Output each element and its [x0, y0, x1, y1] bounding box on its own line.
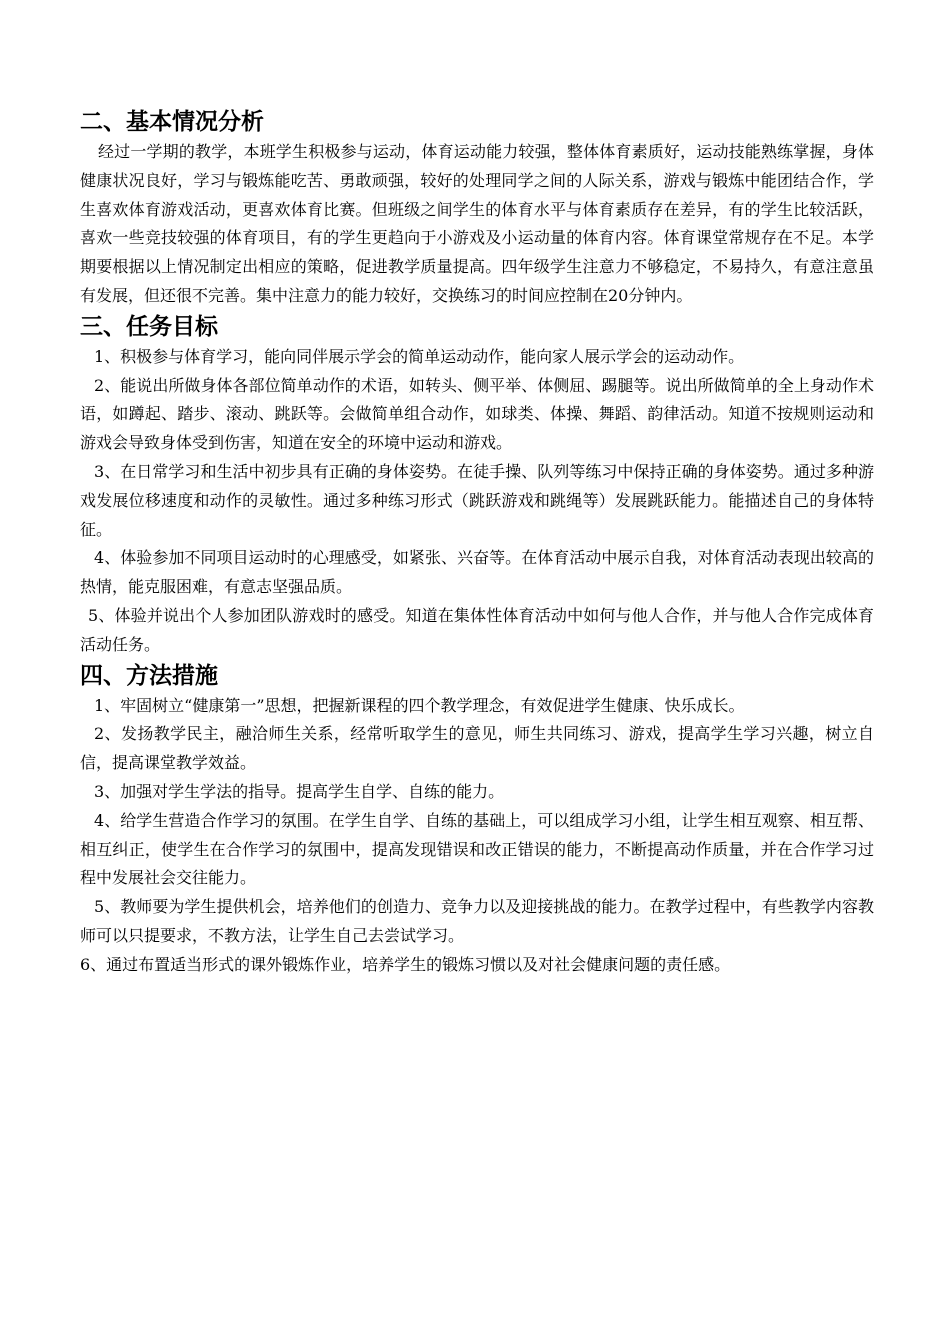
- section-title-methods: 四、方法措施: [80, 662, 218, 689]
- method-item-3: 3、加强对学生学法的指导。提高学生自学、自练的能力。: [94, 781, 505, 801]
- section-title-goals: 三、任务目标: [80, 313, 218, 340]
- goal-item-4: 4、体验参加不同项目运动时的心理感受，如紧张、兴奋等。在体育活动中展示自我，对体育活动表现出较高的热情，能克服困难，有意志坚强品质。: [80, 548, 874, 597]
- method-item-6: 6、通过布置适当形式的课外锻炼作业，培养学生的锻炼习惯以及对社会健康问题的责任感。: [80, 954, 731, 974]
- section-title-analysis: 二、基本情况分析: [80, 109, 264, 135]
- method-item-5: 5、教师要为学生提供机会，培养他们的创造力、竞争力以及迎接挑战的能力。在教学过程中，有些教学内容教师可以只提要求，不教方法，让学生自己去尝试学习。: [80, 897, 874, 945]
- document-page: [80, 106, 874, 980]
- method-item-2: 2、发扬教学民主，融洽师生关系，经常听取学生的意见，师生共同练习、游戏，提高学生学习兴趣，树立自信，提高课堂教学效益。: [80, 724, 874, 773]
- method-item-1: 1、牢固树立“健康第一”思想，把握新课程的四个教学理念，有效促进学生健康、快乐成长。: [94, 695, 745, 715]
- goal-item-1: 1、积极参与体育学习，能向同伴展示学会的简单运动动作，能向家人展示学会的运动动作。: [94, 346, 745, 366]
- method-item-4: 4、给学生营造合作学习的氛围。在学生自学、自练的基础上，可以组成学习小组，让学生相互观察、相互帮、相互纠正，使学生在合作学习的氛围中，提高发现错误和改正错误的能力，不断提高动作质量，并在合作学习过程中发展社会交往能力。: [80, 810, 874, 888]
- goal-item-5: 5、体验并说出个人参加团队游戏时的感受。知道在集体性体育活动中如何与他人合作，并与他人合作完成体育活动任务。: [80, 605, 874, 654]
- goal-item-3: 3、在日常学习和生活中初步具有正确的身体姿势。在徒手操、队列等练习中保持正确的身体姿势。通过多种游戏发展位移速度和动作的灵敏性。通过多种练习形式（跳跃游戏和跳绳等）发展跳跃能力。能描述自己的身体特征。: [80, 461, 874, 539]
- analysis-paragraph: 经过一学期的教学，本班学生积极参与运动，体育运动能力较强，整体体育素质好，运动技能熟练掌握，身体健康状况良好，学习与锻炼能吃苦、勇敢顽强，较好的处理同学之间的人际关系，游戏与锻炼中能团结合作，学生喜欢体育游戏活动，更喜欢体育比赛。但班级之间学生的体育水平与体育素质存在差异，有的学生比较活跃，喜欢一些竞技较强的体育项目，有的学生更趋向于小游戏及小运动量的体育内容。体育课堂常规存在不足。本学期要根据以上情况制定出相应的策略，促进教学质量提高。四年级学生注意力不够稳定，不易持久，有意注意虽有发展，但还很不完善。集中注意力的能力较好，交换练习的时间应控制在20分钟内。: [80, 142, 874, 305]
- goal-item-2: 2、能说出所做身体各部位简单动作的术语，如转头、侧平举、体侧屈、踢腿等。说出所做简单的全上身动作术语，如蹲起、踏步、滚动、跳跃等。会做简单组合动作，如球类、体操、舞蹈、韵律活动。知道不按规则运动和游戏会导致身体受到伤害，知道在安全的环境中运动和游戏。: [80, 375, 874, 453]
